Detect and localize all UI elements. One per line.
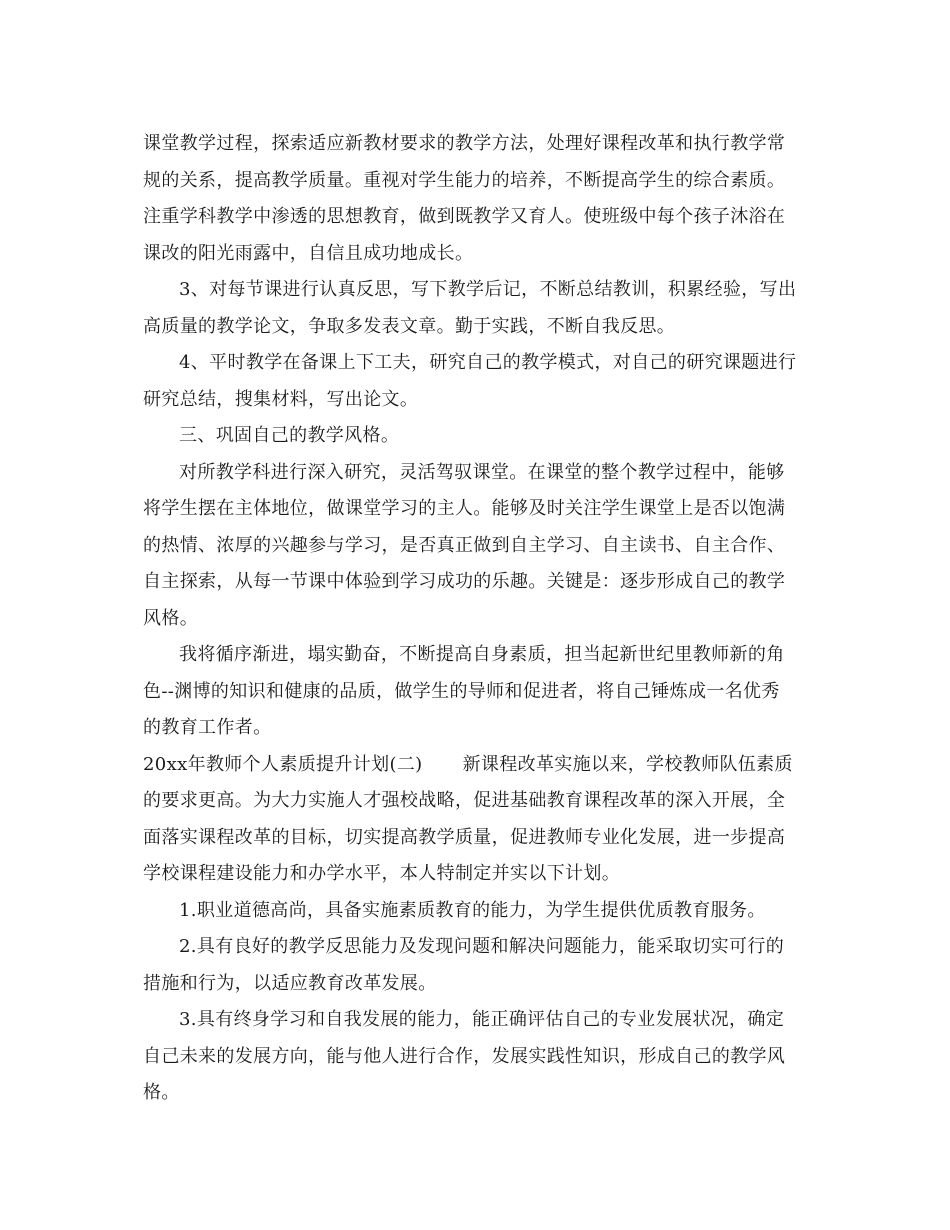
- text-line: 将学生摆在主体地位，做课堂学习的主人。能够及时关注学生课堂上是否以饱满: [143, 498, 786, 519]
- text-line: 色--渊博的知识和健康的品质，做学生的导师和促进者，将自己锤炼成一名优秀: [143, 680, 780, 702]
- list-item-1: 1.职业道德高尚，具备实施素质教育的能力，为学生提供优质教育服务。: [179, 899, 766, 921]
- text-line: 规的关系，提高教学质量。重视对学生能力的培养，不断提高学生的综合素质。: [143, 169, 786, 191]
- text-line: 面落实课程改革的目标，切实提高教学质量，促进教师专业化发展，进一步提高: [143, 826, 786, 848]
- text-line: 自主探索，从每一节课中体验到学习成功的乐趣。关键是：逐步形成自己的教学: [143, 571, 786, 592]
- section-title: 20xx年教师个人素质提升计划(二): [143, 753, 423, 775]
- list-item-3: 3.具有终身学习和自我发展的能力，能正确评估自己的专业发展状况，确定: [179, 1009, 785, 1030]
- text-line: 研究总结，搜集材料，写出论文。: [143, 388, 419, 410]
- text-line: 措施和行为，以适应教育改革发展。: [143, 972, 437, 994]
- text-line: 的热情、浓厚的兴趣参与学习，是否真正做到自主学习、自主读书、自主合作、: [143, 534, 786, 556]
- list-item-2: 2.具有良好的教学反思能力及发现问题和解决问题能力，能采取切实可行的: [179, 936, 785, 957]
- text-line: 自己未来的发展方向，能与他人进行合作，发展实践性知识，形成自己的教学风: [143, 1045, 786, 1067]
- paragraph-start-line: 对所教学科进行深入研究，灵活驾驭课堂。在课堂的整个教学过程中，能够: [179, 461, 785, 483]
- section-heading: 三、巩固自己的教学风格。: [179, 425, 400, 446]
- text-line: 的要求更高。为大力实施人才强校战略，促进基础教育课程改革的深入开展，全: [143, 790, 786, 811]
- text-line: 格。: [143, 1082, 180, 1103]
- paragraph-start-line: 4、平时教学在备课上下工夫，研究自己的教学模式，对自己的研究课题进行: [179, 352, 797, 373]
- section-title-line: [143, 747, 808, 784]
- text-line: 的教育工作者。: [143, 717, 272, 738]
- section-intro-text: 新课程改革实施以来，学校教师队伍素质: [462, 753, 793, 775]
- text-line: 注重学科教学中渗透的思想教育，做到既教学又育人。使班级中每个孩子沐浴在: [143, 206, 786, 227]
- text-line: 课堂教学过程，探索适应新教材要求的教学方法，处理好课程改革和执行教学常: [143, 133, 786, 154]
- text-line: 风格。: [143, 607, 199, 629]
- document-body: [143, 126, 808, 1112]
- paragraph-start-line: 3、对每节课进行认真反思，写下教学后记，不断总结教训，积累经验，写出: [179, 279, 797, 300]
- text-line: 高质量的教学论文，争取多发表文章。勤于实践，不断自我反思。: [143, 315, 676, 337]
- text-line: 学校课程建设能力和办学水平，本人特制定并实以下计划。: [143, 863, 621, 884]
- text-line: 课改的阳光雨露中，自信且成功地成长。: [143, 242, 474, 264]
- paragraph-start-line: 我将循序渐进，塌实勤奋，不断提高自身素质，担当起新世纪里教师新的角: [179, 644, 785, 665]
